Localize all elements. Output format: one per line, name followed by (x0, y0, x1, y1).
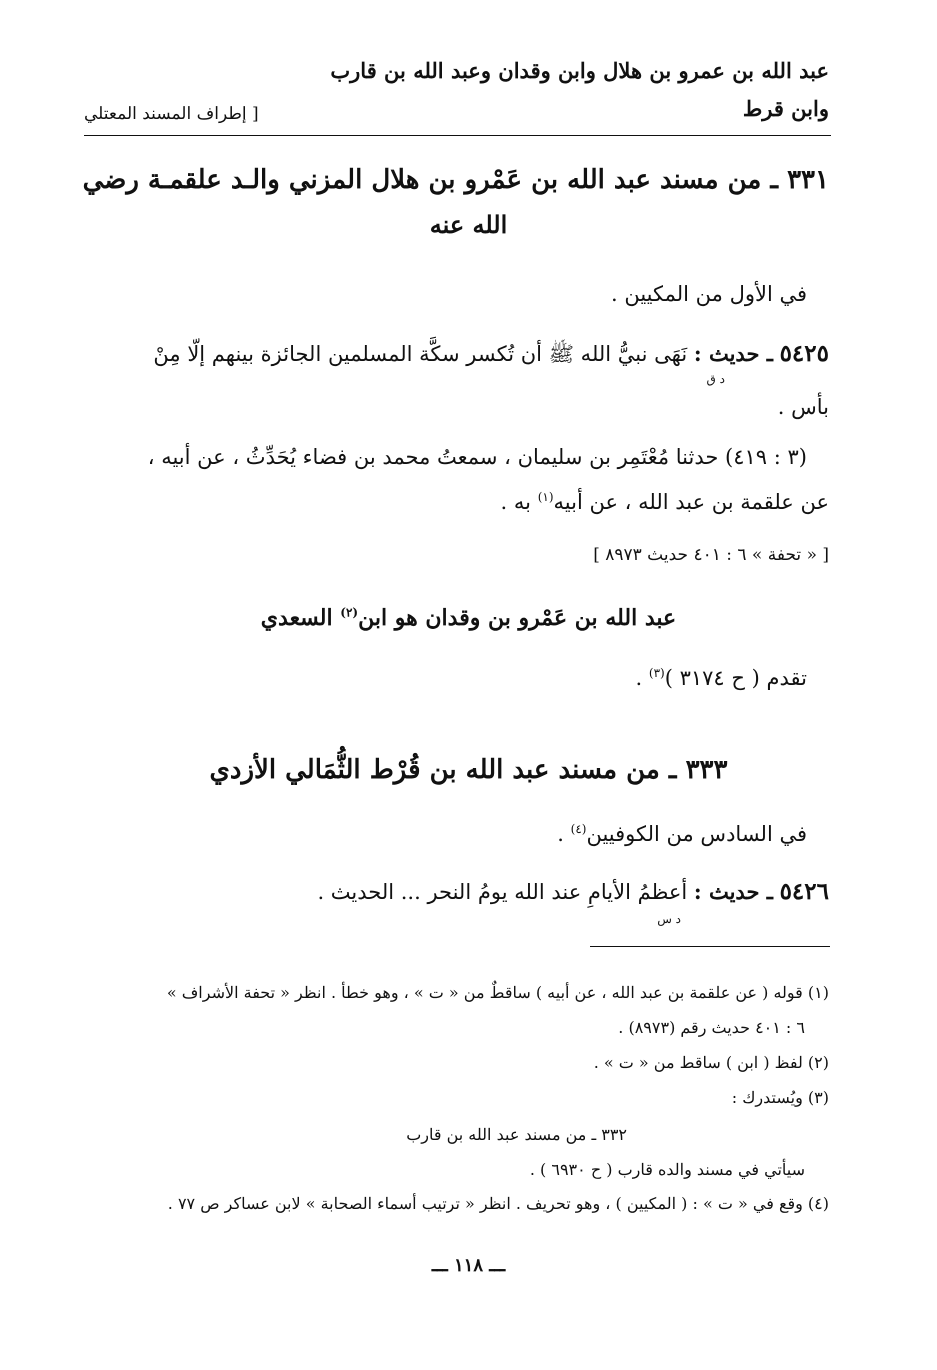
section-333-location-text: في السادس من الكوفيين (586, 822, 807, 846)
section-331-title-cont: الله عنه (429, 210, 508, 239)
hadith-5425-line2: بأس . (777, 395, 829, 419)
footnote-divider (590, 946, 830, 947)
footnote-ref-2[interactable]: (٢) (340, 605, 359, 620)
footnote-ref-4[interactable]: (٤) (570, 822, 587, 836)
hadith-5425-sigla: د ق (706, 372, 725, 386)
footnote-3: (٣) ويُستدرك : (731, 1088, 829, 1107)
section-333-location (557, 822, 807, 846)
isnad-line2 (501, 490, 829, 514)
hadith-text: نَهَى نبيُّ الله ﷺ أن تُكسر سكَّة المسلمين الجائزة بينهم إلّا مِنْ (153, 342, 688, 366)
running-header-book: [ إطراف المسند المعتلي (84, 104, 259, 124)
hadith-5425-line1 (153, 340, 829, 372)
section-331-title: ٣٣١ ـ من مسند عبد الله بن عَمْرو بن هلال المزني والـد علقمـة رضي (82, 165, 829, 195)
tuhfa-reference: [ « تحفة » ٦ : ٤٠١ حديث ٨٩٧٣ ] (593, 545, 829, 565)
running-header-title-cont: وابن قرط (742, 96, 829, 121)
section-waqdan-text (636, 666, 807, 690)
section-waqdan-ref: تقدم ( ح ٣١٧٤ ) (664, 666, 807, 690)
isnad-text: عن علقمة بن عبد الله ، عن أبيه (553, 490, 829, 514)
footnote-3-sub-title: ٣٣٢ ـ من مسند عبد الله بن قارب (406, 1125, 627, 1144)
section-waqdan-title-text: عبد الله بن عَمْرو بن وقدان هو ابن (358, 605, 677, 631)
hadith-label: ـ حديث : (693, 341, 773, 366)
isnad-end: به . (500, 490, 538, 514)
footnote-ref-3[interactable]: (٣) (648, 666, 665, 680)
footnote-1-line1: (١) قوله ( عن علقمة بن عبد الله ، عن أبيه ) ساقطٌ من « ت » ، وهو خطأ . انظر « تحفة الأشراف » (166, 983, 829, 1002)
running-header-title: عبد الله بن عمرو بن هلال وابن وقدان وعبد الله بن قارب (330, 58, 829, 83)
footnote-4: (٤) وقع في « ت » : ( المكيين ) ، وهو تحريف . انظر « ترتيب أسماء الصحابة » لابن عساكر ص ٧٧ . (167, 1194, 829, 1213)
page-number: ـــ ١١٨ ـــ (431, 1255, 506, 1276)
section-333-location-end: . (557, 822, 571, 846)
footnote-3-sub-text: سيأتي في مسند والده قارب ( ح ٦٩٣٠ ) . (529, 1160, 805, 1179)
footnote-ref-1[interactable]: (١) (537, 490, 554, 504)
footnote-2: (٢) لفظ ( ابن ) ساقط من « ت » . (593, 1053, 829, 1072)
hadith-5426-sigla: د س (657, 912, 681, 926)
section-waqdan-title (0, 605, 937, 631)
section-331-location: في الأول من المكيين . (611, 282, 807, 306)
header-divider (84, 135, 831, 136)
section-333-title: ٣٣٣ ـ من مسند عبد الله بن قُرْط الثُّمَالي الأزدي (209, 755, 728, 785)
hadith-number: ٥٤٢٥ (779, 340, 829, 367)
hadith-number: ٥٤٢٦ (779, 878, 829, 905)
section-waqdan-title-end: السعدي (260, 605, 341, 631)
isnad-line1: (٣ : ٤١٩) حدثنا مُعْتَمِر بن سليمان ، سمعتُ محمد بن فضاء يُحَدِّثُ ، عن أبيه ، (147, 445, 807, 469)
footnote-1-line2: ٦ : ٤٠١ حديث رقم (٨٩٧٣) . (618, 1018, 805, 1037)
section-waqdan-end: . (635, 666, 649, 690)
hadith-5426-line (317, 878, 829, 905)
hadith-label: ـ حديث : (693, 879, 773, 904)
hadith-text: أعظمُ الأيامِ عند الله يومُ النحر ... الحديث . (317, 880, 688, 904)
